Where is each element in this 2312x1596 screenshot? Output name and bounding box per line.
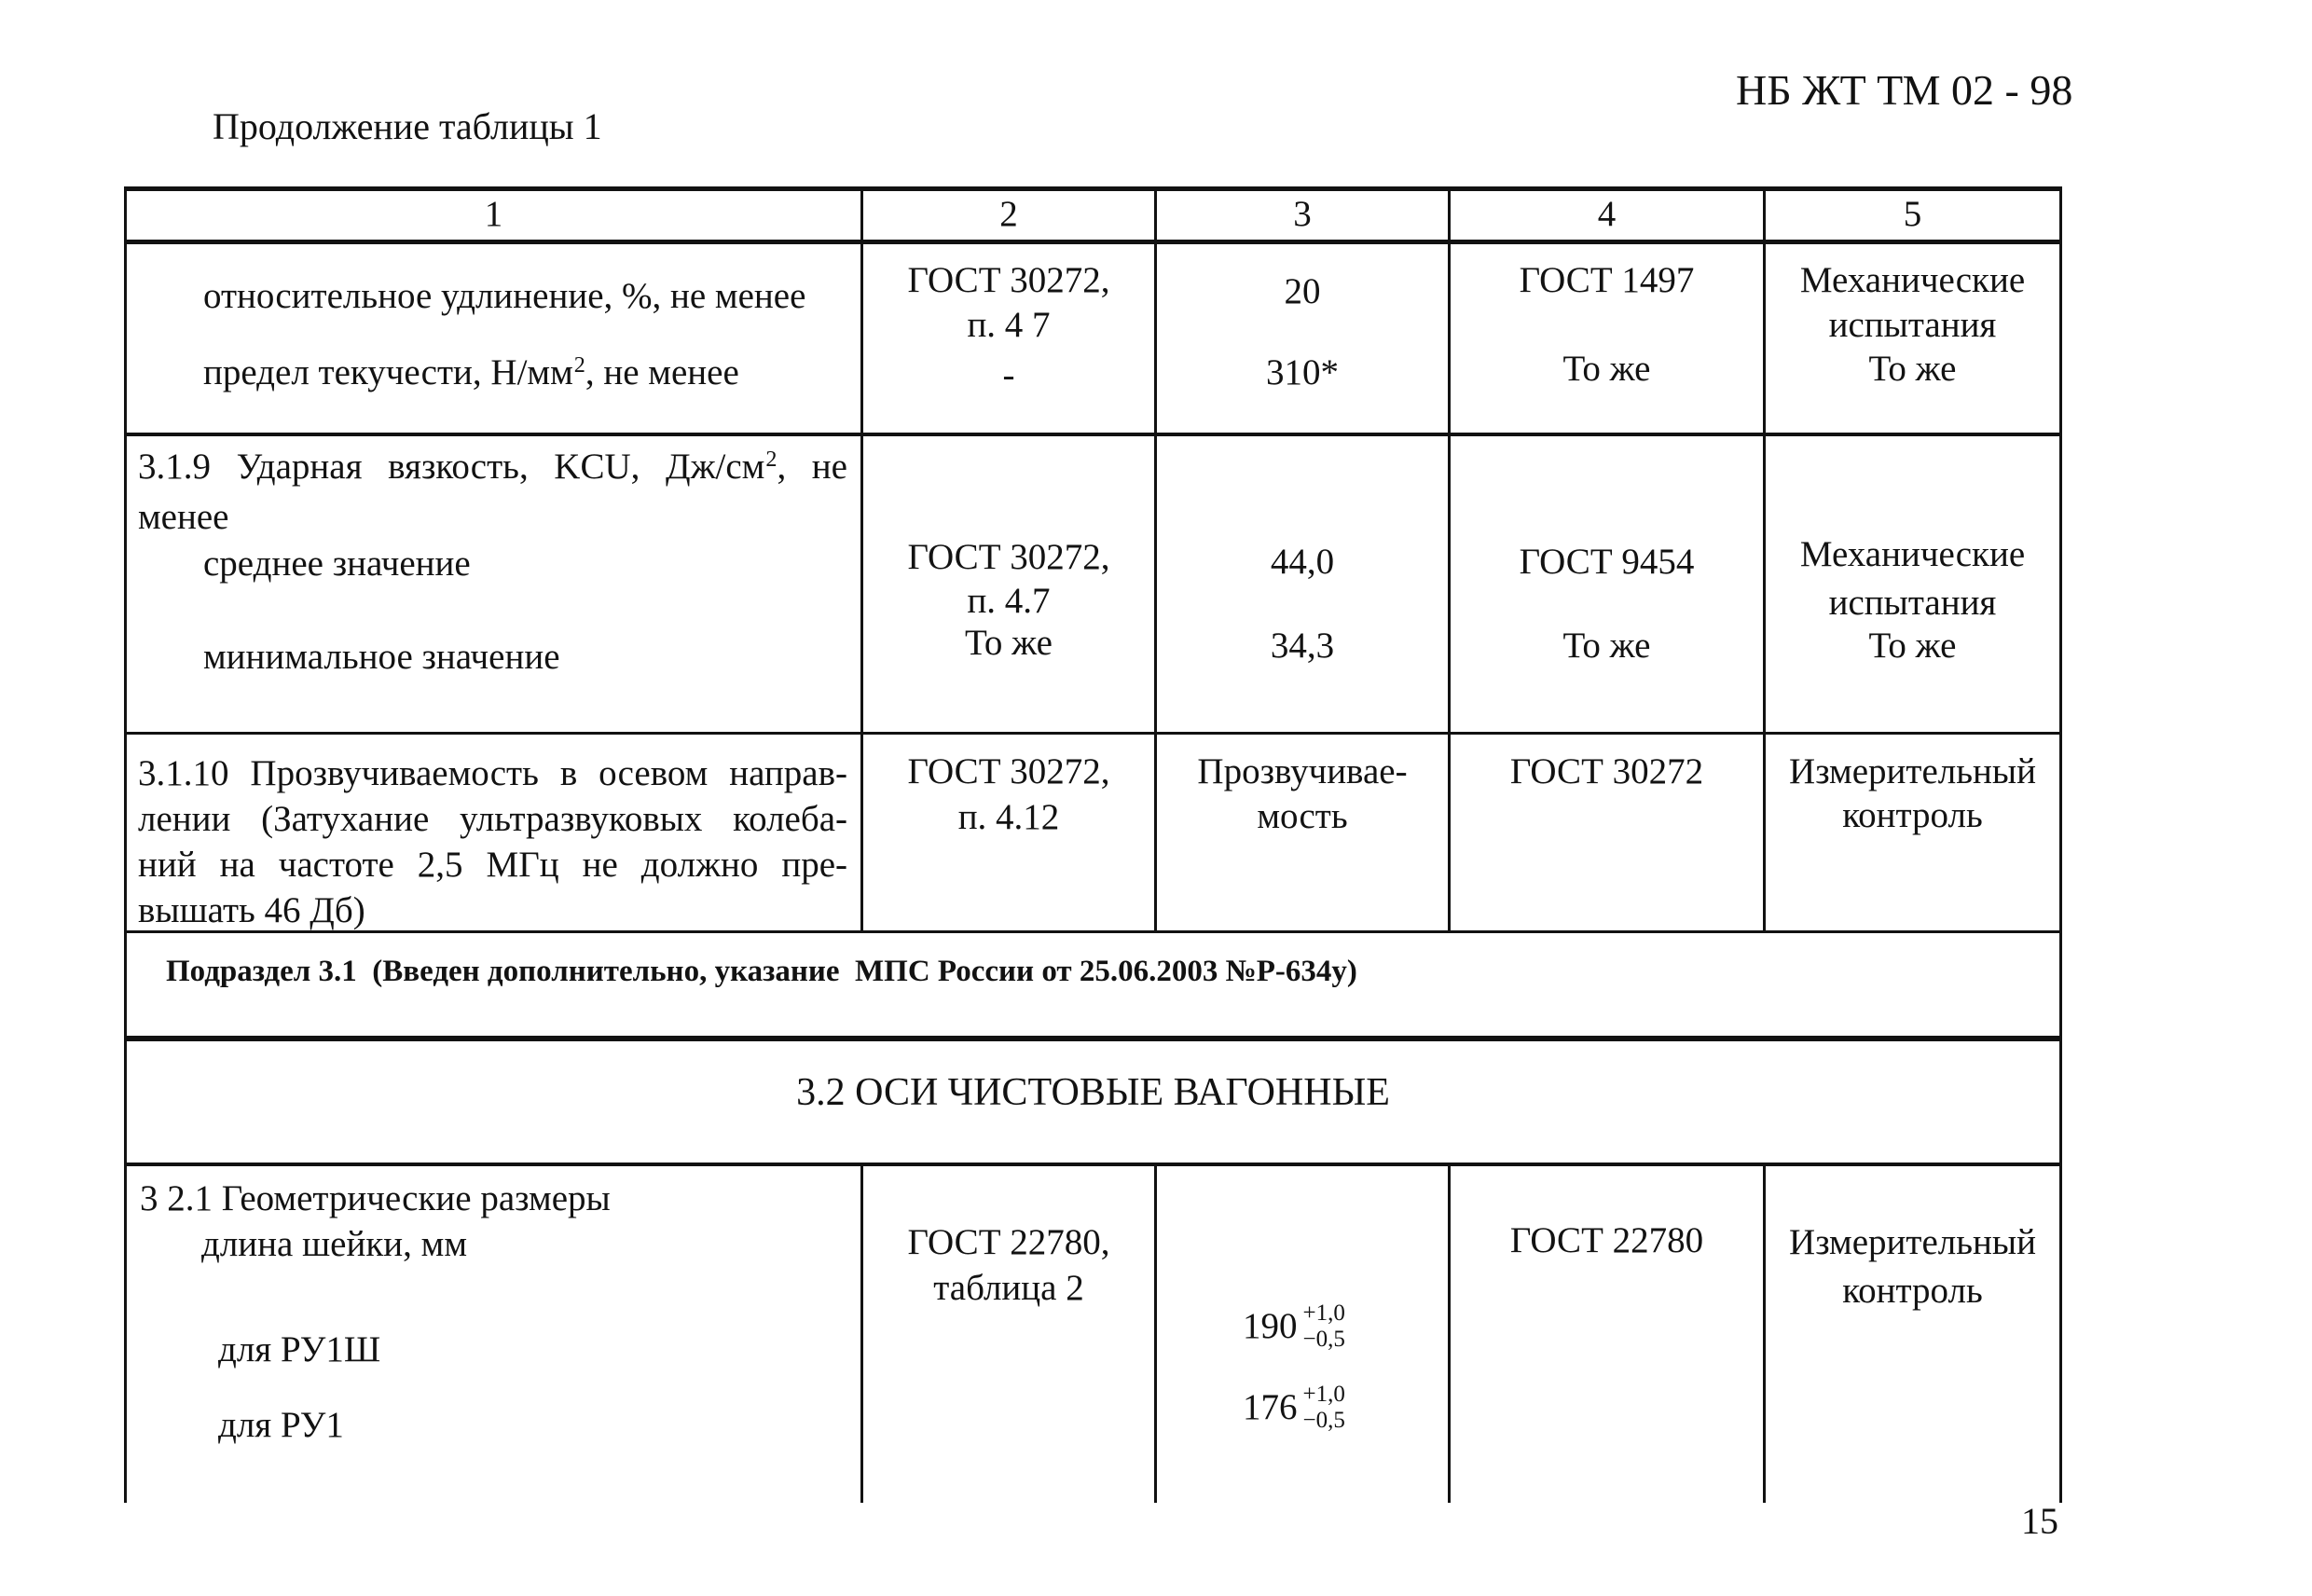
parameters-table <box>124 186 2062 1503</box>
row-elongation-yield <box>126 242 2061 435</box>
cell-r2c5 <box>1765 434 2061 734</box>
r3c3-line2: мость <box>1257 796 1348 836</box>
r2c1-avg-label: среднее значение <box>203 543 471 584</box>
r6c5-line1: Измерительный <box>1789 1222 2036 1262</box>
r6c2-line2: таблица 2 <box>933 1268 1084 1308</box>
column-header-3: 3 <box>1156 189 1450 242</box>
tolerance-stack: +1,0 −0,5 <box>1302 1382 1345 1433</box>
row-subsection-note <box>126 932 2061 1039</box>
r3c2-line2: п. 4.12 <box>957 797 1060 837</box>
r1c5-line1: Механические <box>1799 260 2026 300</box>
r2c4-line1: ГОСТ 9454 <box>1519 542 1695 582</box>
r1c1-line1: относительное удлинение, %, не менее <box>203 276 806 316</box>
r6c2-line1: ГОСТ 22780, <box>907 1222 1110 1262</box>
cell-r1c1 <box>126 242 862 435</box>
superscript-2: 2 <box>573 351 585 378</box>
r6c3-value2: 176 +1,0 −0,5 <box>1243 1382 1345 1433</box>
r3c2-line1: ГОСТ 30272, <box>907 751 1110 791</box>
r1c5-line3: То же <box>1868 349 1957 389</box>
cell-r3c3 <box>1156 734 1450 932</box>
r2c2-line3: То же <box>965 623 1053 663</box>
cell-r3c5 <box>1765 734 2061 932</box>
cell-r2c1 <box>126 434 862 734</box>
r6c5-line2: контроль <box>1842 1271 1983 1311</box>
cell-r1c3 <box>1156 242 1450 435</box>
r1c1-line2: предел текучести, $Н/мм^2$, не менее <box>203 351 739 392</box>
cell-r3c2 <box>862 734 1156 932</box>
superscript-2: 2 <box>765 446 778 472</box>
r2c3-value2: 34,3 <box>1270 626 1335 666</box>
r1c2-line1: ГОСТ 30272, <box>907 260 1110 300</box>
cell-r6c2 <box>862 1164 1156 1503</box>
r2c1-line1: 3.1.9 Ударная вязкость, KCU, $Дж/см^2$, не <box>138 446 847 487</box>
table-caption: Продолжение таблицы 1 <box>213 105 602 147</box>
cell-r2c3 <box>1156 434 1450 734</box>
cell-r2c4 <box>1450 434 1765 734</box>
r6c1-line4: для РУ1 <box>218 1405 344 1445</box>
cell-section-heading <box>126 1039 2061 1164</box>
cell-r1c4 <box>1450 242 1765 435</box>
cell-r3c4 <box>1450 734 1765 932</box>
cell-r6c3 <box>1156 1164 1450 1503</box>
r3c4-line1: ГОСТ 30272 <box>1509 751 1704 791</box>
row-geometric-dimensions <box>126 1164 2061 1503</box>
tolerance-stack: +1,0 −0,5 <box>1302 1300 1345 1352</box>
cell-subsection-note <box>126 932 2061 1039</box>
r6c1-line3: для РУ1Ш <box>218 1329 381 1369</box>
column-header-2: 2 <box>862 189 1156 242</box>
r3c1-line3: ний на частоте 2,5 МГц не должно пре- <box>138 845 847 885</box>
row-sound-transparency <box>126 734 2061 932</box>
cell-r6c1 <box>126 1164 862 1503</box>
r6c1-line2: длина шейки, мм <box>201 1224 467 1264</box>
r2c5-line3: То же <box>1868 626 1957 666</box>
column-header-5: 5 <box>1765 189 2061 242</box>
r1c4-line1: ГОСТ 1497 <box>1519 260 1695 300</box>
cell-r6c4 <box>1450 1164 1765 1503</box>
r3c1-line1: 3.1.10 Прозвучиваемость в осевом направ- <box>138 753 847 793</box>
r1c5-line2: испытания <box>1828 305 1997 345</box>
r2c4-line2: То же <box>1562 626 1651 666</box>
r2c2-line1: ГОСТ 30272, <box>907 537 1110 577</box>
cell-r6c5 <box>1765 1164 2061 1503</box>
r1c2-dash: - <box>1002 355 1015 395</box>
header-row <box>126 189 2061 242</box>
r1c3-value1: 20 <box>1284 271 1321 311</box>
row-section-axles <box>126 1039 2061 1164</box>
cell-r3c1 <box>126 734 862 932</box>
page-number: 15 <box>2021 1500 2058 1542</box>
r3c5-line2: контроль <box>1842 795 1983 835</box>
r2c5-line1: Механические <box>1799 534 2026 574</box>
r1c3-value2: 310* <box>1266 352 1339 392</box>
r1c4-line2: То же <box>1562 349 1651 389</box>
r3c1-line2: лении (Затухание ультразвуковых колеба- <box>138 799 847 839</box>
cell-r2c2 <box>862 434 1156 734</box>
cell-r1c5 <box>1765 242 2061 435</box>
r3c5-line1: Измерительный <box>1789 751 2036 791</box>
r1c2-line2: п. 4 7 <box>967 305 1051 345</box>
subsection-note-text: Подраздел 3.1 (Введен дополнительно, указание МПС России от 25.06.2003 №Р-634у) <box>166 955 1357 988</box>
r6c1-line1: 3 2.1 Геометрические размеры <box>140 1178 611 1218</box>
row-impact-strength <box>126 434 2061 734</box>
column-header-1: 1 <box>126 189 862 242</box>
section-heading-text: 3.2 ОСИ ЧИСТОВЫЕ ВАГОННЫЕ <box>796 1071 1390 1114</box>
document-code: НБ ЖТ ТМ 02 - 98 <box>1736 66 2073 114</box>
r6c4-line1: ГОСТ 22780 <box>1509 1220 1704 1260</box>
r2c5-line2: испытания <box>1828 583 1997 623</box>
cell-r1c2 <box>862 242 1156 435</box>
r2c2-line2: п. 4.7 <box>967 581 1051 621</box>
r3c1-line4: вышать 46 Дб) <box>138 890 365 930</box>
r6c3-value1: 190 +1,0 −0,5 <box>1243 1300 1345 1352</box>
r2c3-value1: 44,0 <box>1270 542 1335 582</box>
r2c1-min-label: минимальное значение <box>203 637 560 677</box>
r2c1-line2: менее <box>138 497 229 537</box>
r2c1-paragraph <box>138 444 847 540</box>
r3c1-paragraph <box>138 750 847 933</box>
r3c3-line1: Прозвучивае- <box>1197 751 1408 791</box>
column-header-4: 4 <box>1450 189 1765 242</box>
